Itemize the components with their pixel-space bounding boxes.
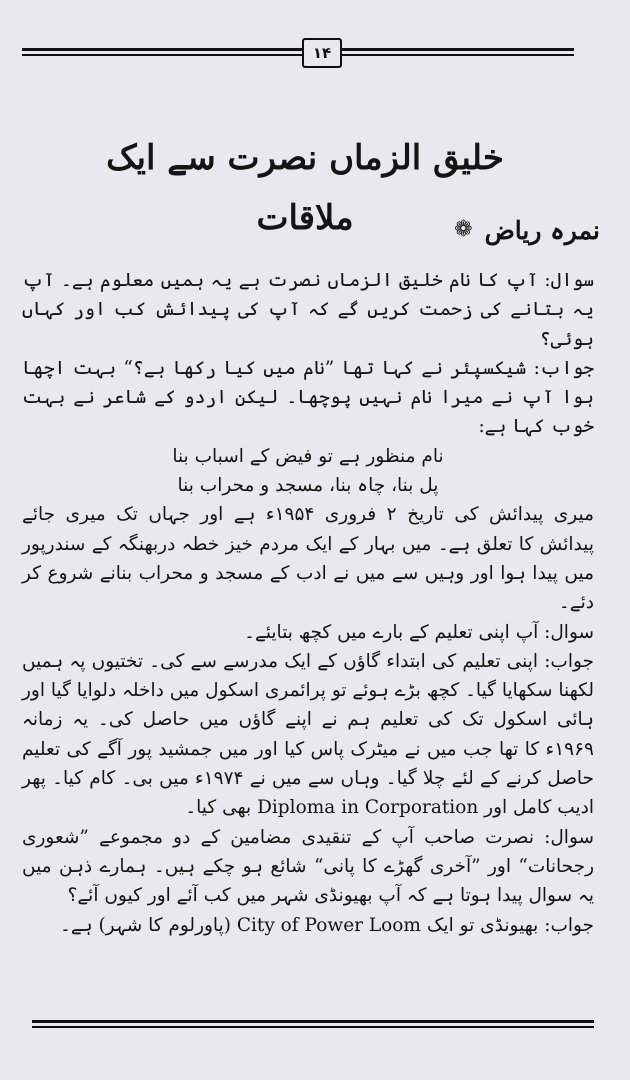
article-title: خلیق الزماں نصرت سے ایک ملاقات bbox=[106, 138, 504, 238]
paragraph: سوال: آپ کا نام خلیق الزماں نصرت ہے یہ ہمیں معلوم ہے۔ آپ یہ بتانے کی زحمت کریں گے کہ آپ کی پیدائش کب اور کہاں ہوئی؟ bbox=[22, 270, 594, 350]
header-rule-line-top bbox=[22, 48, 574, 51]
page-number: ۱۴ bbox=[302, 38, 342, 68]
paragraph: جواب: اپنی تعلیم کی ابتداء گاؤں کے ایک مدرسے سے کی۔ تختیوں پہ ہمیں لکھنا سکھایا گیا۔ کچھ بڑے ہوئے تو پرائمری اسکول میں داخلہ دلوایا گیا اور ہائی اسکول تک کی تعلیم ہم نے اپنے گاؤں میں حاصل کی۔ یہ زمانہ ۱۹۶۹ء کا تھا جب میں نے میٹرک پاس کیا اور میں جمشید پور آگے کی تعلیم حاصل کرنے کے لئے چلا گیا۔ وہاں سے میں نے ۱۹۷۴ء میں بی۔ کام کیا۔ پھر ادیب کامل اور Diploma in Corporation بھی کیا۔ bbox=[22, 650, 594, 819]
footer-rule-line-bottom bbox=[32, 1026, 594, 1028]
verse-line: پل بنا، چاہ بنا، مسجد و محراب بنا bbox=[177, 475, 439, 497]
verse-line: نام منظور ہے تو فیض کے اسباب بنا bbox=[172, 445, 444, 467]
paragraph: میری پیدائش کی تاریخ ۲ فروری ۱۹۵۴ء ہے اور جہاں تک میری جائے پیدائش کا تعلق ہے۔ میں بہار کے ایک مردم خیز خطہ دربھنگہ کے سندرپور میں پیدا ہوا اور وہیں سے میں نے ادب کے مسجد و محراب بنانے شروع کر دئے۔ bbox=[22, 504, 594, 614]
paragraph: سوال: نصرت صاحب آپ کے تنقیدی مضامین کے دو مجموعے ”شعوری رجحانات“ اور ”آخری گھڑے کا پانی“ شائع ہو چکے ہیں۔ ہمارے ذہن میں یہ سوال پیدا ہوتا ہے کہ آپ بھیونڈی شہر میں کب آئے اور کیوں آئے؟ bbox=[22, 826, 594, 907]
author-name: نمرہ ریاض bbox=[484, 215, 600, 245]
paragraph: جواب: بھیونڈی تو ایک City of Power Loom (پاورلوم کا شہر) ہے۔ bbox=[60, 914, 594, 936]
article-body bbox=[22, 266, 594, 940]
flower-ornament-icon: ❁ bbox=[454, 217, 473, 242]
paragraph: جواب: شیکسپئر نے کہا تھا ”نام میں کیا رکھا ہے؟“ بہت اچھا ہوا آپ نے میرا نام نہیں پوچھا۔ لیکن اردو کے شاعر نے بہت خوب کہا ہے: bbox=[22, 357, 594, 438]
paragraph: سوال: آپ اپنی تعلیم کے بارے میں کچھ بتایئے۔ bbox=[244, 621, 594, 643]
footer-rule-line-top bbox=[32, 1020, 594, 1023]
author-byline bbox=[454, 214, 600, 246]
header-rule bbox=[22, 42, 574, 64]
footer-rule bbox=[32, 1020, 594, 1032]
header-rule-line-bottom bbox=[22, 54, 574, 56]
